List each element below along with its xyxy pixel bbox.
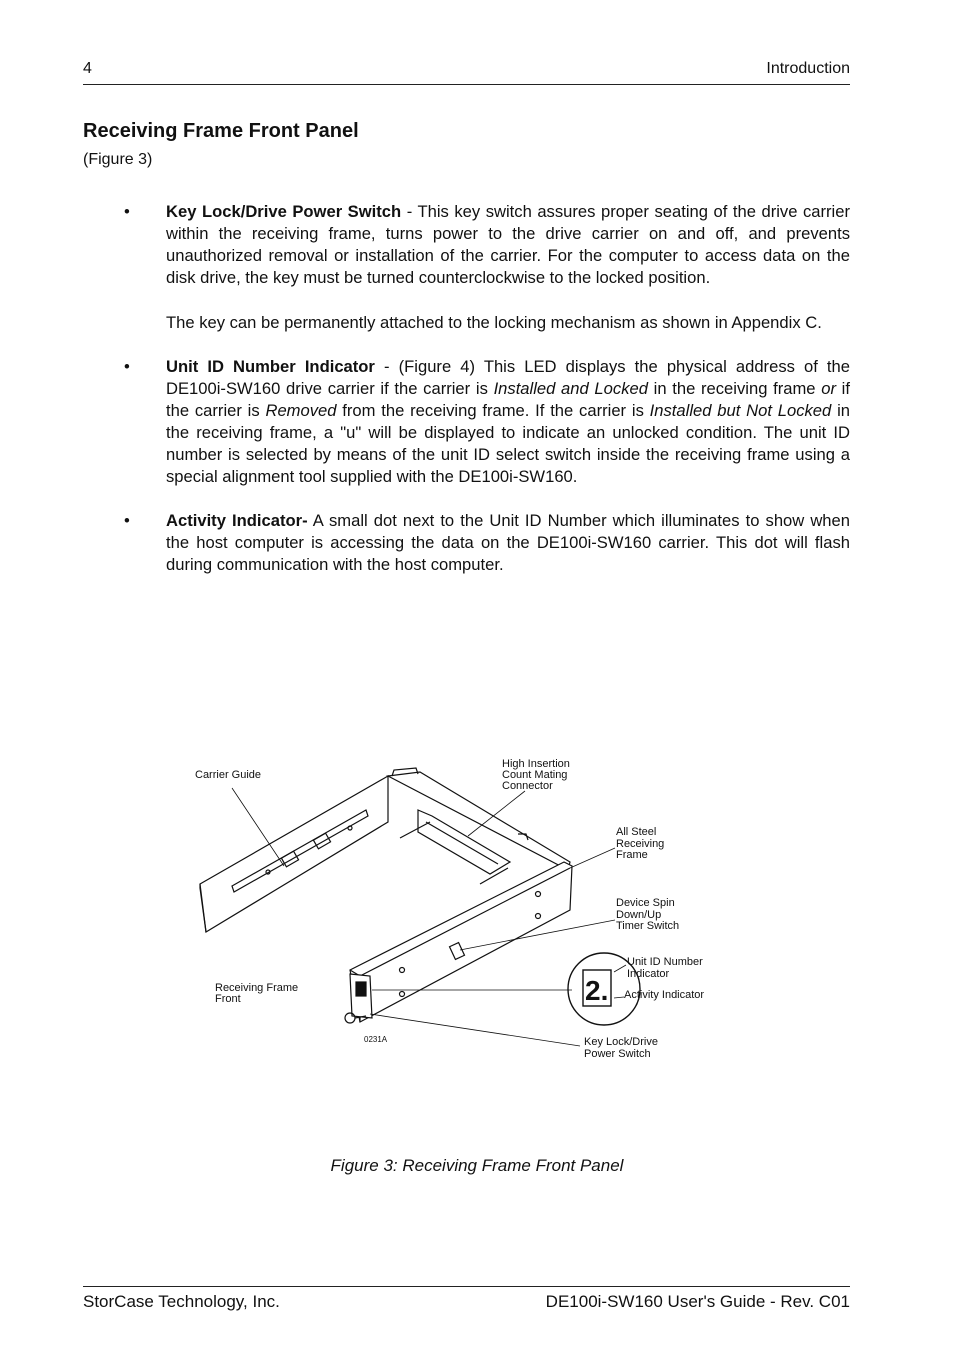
section-title: Receiving Frame Front Panel [83,120,359,142]
figure-receiving-frame [180,750,740,1070]
page-header [83,58,850,85]
label-unit-id-line2: Indicator [627,968,670,980]
unit-id-digit: 2. [585,975,609,1006]
bullet-text: from the receiving frame. If the carrier is [336,401,650,420]
bullet-activity [120,510,850,576]
label-spin-line1: Device Spin [616,897,675,909]
bullet-unit-id [120,356,850,488]
figure-reference: (Figure 3) [83,151,153,168]
label-connector-line2: Count Mating [502,769,568,781]
label-keylock-line2: Power Switch [584,1048,651,1060]
bullet-text: in the receiving frame [647,379,822,398]
bullet-text: - (Figure 4) This LED displays the physical address of the DE100i-SW160 drive carrier if the carrier is [166,357,850,398]
label-keylock-line1: Key Lock/Drive [584,1036,658,1048]
label-front-line1: Receiving Frame [215,982,299,994]
bullet-note: The key can be permanently attached to the locking mechanism as shown in Appendix C. [166,313,822,332]
bullet-list [120,201,850,576]
bullet-term: Key Lock/Drive Power Switch [166,202,402,221]
receiving-frame-diagram [180,750,740,1070]
label-carrier-guide: Carrier Guide [195,769,262,781]
label-frame-line2: Receiving [616,838,665,850]
page-footer [83,1286,850,1311]
label-unit-id-line1: Unit ID Number [627,956,703,968]
bullet-symbol: • [124,511,130,530]
figure-caption: Figure 3: Receiving Frame Front Panel [330,1156,624,1175]
label-frame-line1: All Steel [616,826,657,838]
label-activity: Activity Indicator [624,989,705,1001]
label-connector-line3: Connector [502,780,553,792]
footer-company: StorCase Technology, Inc. [83,1292,280,1311]
label-front-line2: Front [215,993,241,1005]
bullet-text: if the carrier is [166,379,850,420]
bullet-symbol: • [124,202,130,221]
label-drawing-code: 0231A [364,1035,388,1044]
label-spin-line2: Down/Up [616,909,662,921]
label-connector-line1: High Insertion [502,758,570,770]
bullet-term: Unit ID Number Indicator [166,357,375,376]
footer-document: DE100i-SW160 User's Guide - Rev. C01 [545,1292,850,1311]
emphasis: Installed and Locked [493,379,648,398]
bullet-text: - This key switch assures proper seating of the drive carrier within the receiving frame, turns power to the drive carrier on and off, and prevents unauthorized removal or installation of the carrier. For the computer to access data on the disk drive, the key must be turned counterclockwise to the locked position. [166,202,850,287]
label-spin-line3: Timer Switch [616,920,680,932]
section-name: Introduction [766,60,850,77]
label-frame-line3: Frame [616,849,648,861]
bullet-text: A small dot next to the Unit ID Number which illuminates to show when the host computer is accessing the data on the DE100i-SW160 carrier. This dot will flash during communication with the host computer. [166,511,850,574]
emphasis: Installed but Not Locked [649,401,832,420]
emphasis: or [821,379,836,398]
bullet-symbol: • [124,357,130,376]
bullet-text: in the receiving frame, a "u" will be displayed to indicate an unlocked condition. The unit ID number is selected by means of the unit ID select switch inside the receiving frame using a special alignment tool supplied with the DE100i-SW160. [166,401,850,486]
bullet-key-lock [120,201,850,334]
page-number: 4 [83,60,92,77]
bullet-term: Activity Indicator- [166,511,308,530]
emphasis: Removed [265,401,337,420]
